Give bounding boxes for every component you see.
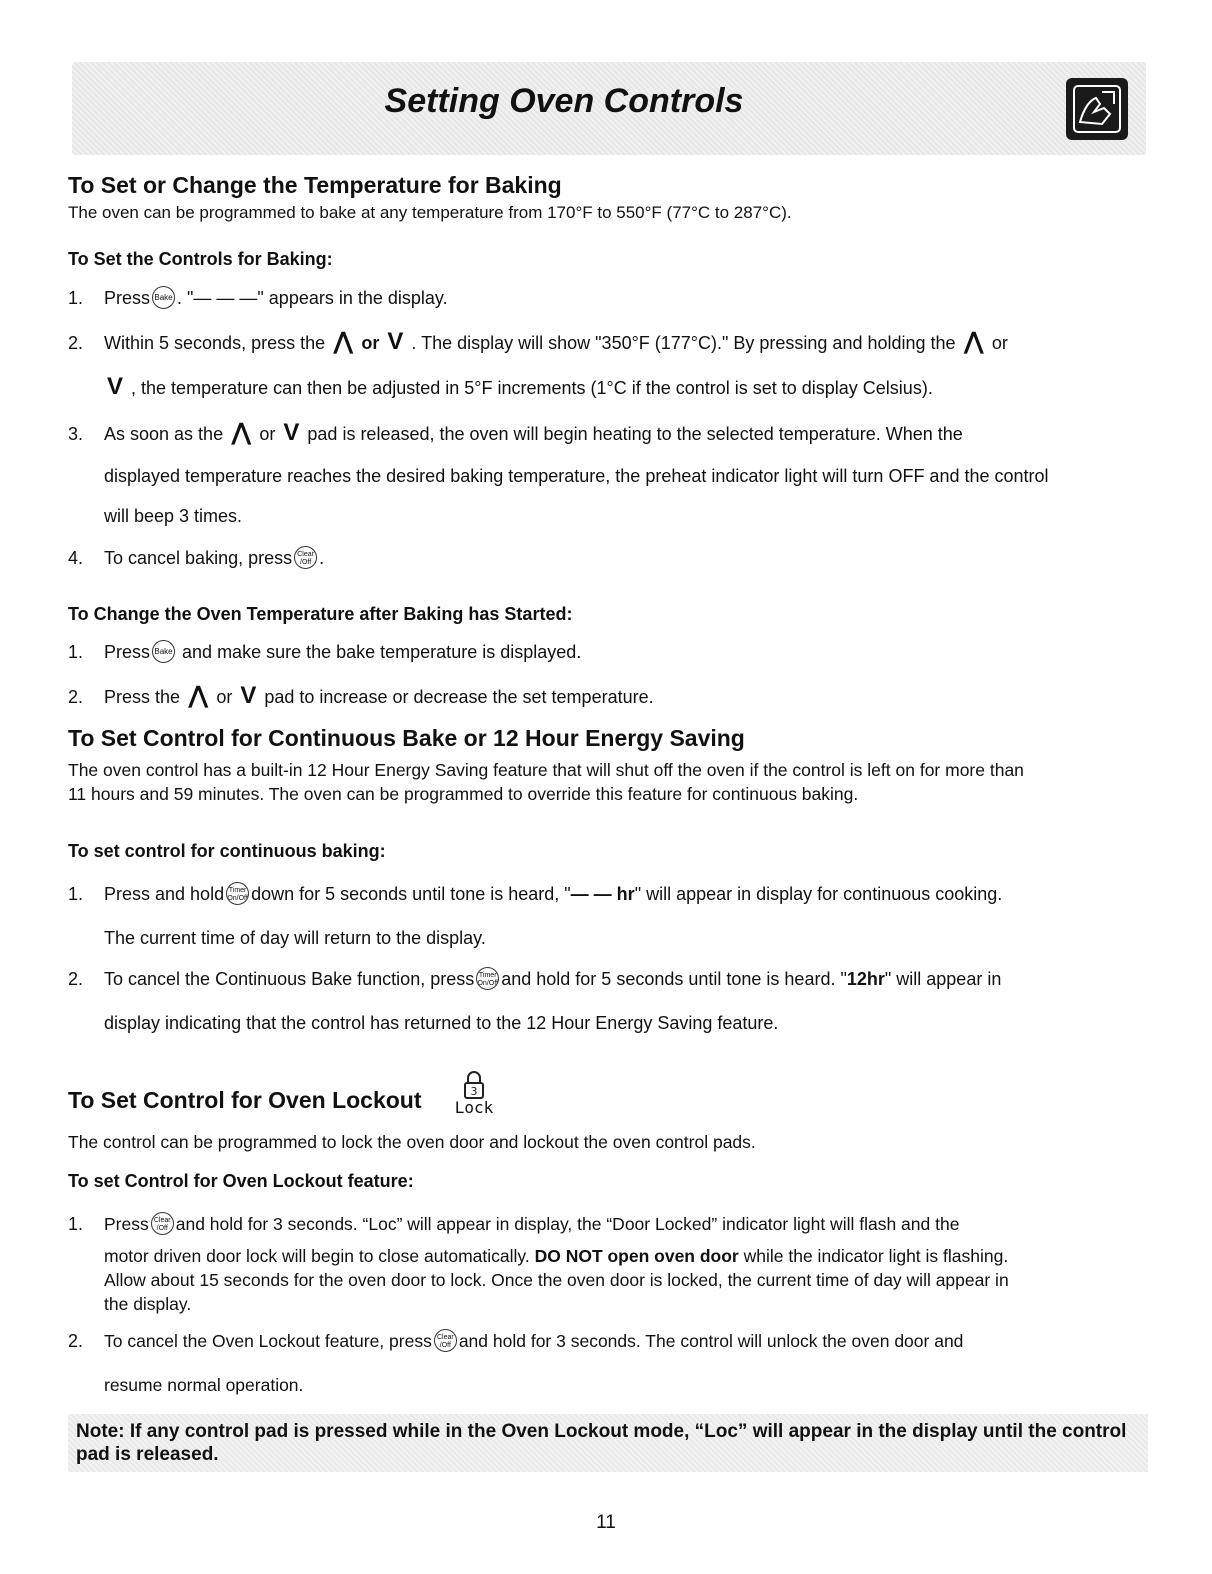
- bake-key-icon: Bake: [152, 286, 175, 309]
- heading-baking: To Set or Change the Temperature for Baking: [68, 172, 562, 198]
- subheading-set-controls: To Set the Controls for Baking:: [68, 249, 333, 269]
- up-arrow-icon: ⋀: [963, 328, 984, 356]
- clear-off-key-icon: Clear /Off: [151, 1212, 174, 1235]
- down-arrow-icon: V: [387, 328, 404, 356]
- down-arrow-icon: V: [283, 419, 300, 447]
- step-text: motor driven door lock will begin to close automatically. DO NOT open oven door while the indicator light is flashing.: [104, 1246, 1009, 1266]
- lock-label: Lock: [454, 1098, 494, 1117]
- heading-continuous: To Set Control for Continuous Bake or 12 Hour Energy Saving: [68, 725, 745, 751]
- down-arrow-icon: V: [107, 373, 124, 401]
- up-arrow-icon: ⋀: [333, 328, 354, 356]
- subheading-change-temp: To Change the Oven Temperature after Baking has Started:: [68, 604, 573, 624]
- step-number: 3.: [68, 424, 84, 444]
- step-text: Allow about 15 seconds for the oven door to lock. Once the oven door is locked, the current time of day will appear in: [104, 1270, 1009, 1290]
- timer-key-icon: Timer On/Off: [226, 882, 249, 905]
- step-text: Press the ⋀ or V pad to increase or decrease the set temperature.: [104, 682, 654, 710]
- step-number: 2.: [68, 969, 84, 989]
- baking-intro: The oven can be programmed to bake at any temperature from 170°F to 550°F (77°C to 287°C).: [68, 203, 792, 222]
- step-text: To cancel the Continuous Bake function, press Timer On/Off and hold for 5 seconds until tone is heard. "12hr" will appear in: [104, 967, 1001, 992]
- step-text: To cancel the Oven Lockout feature, press Clear /Off and hold for 3 seconds. The control will unlock the oven door and: [104, 1329, 963, 1354]
- up-arrow-icon: ⋀: [231, 419, 252, 447]
- step-text: the display.: [104, 1294, 192, 1314]
- continuous-intro: 11 hours and 59 minutes. The oven can be programmed to override this feature for continuous baking.: [68, 784, 859, 804]
- note-box: [68, 1414, 1148, 1472]
- step-number: 1.: [68, 642, 84, 662]
- step-text: resume normal operation.: [104, 1375, 304, 1395]
- subheading-lockout: To set Control for Oven Lockout feature:: [68, 1171, 414, 1191]
- step-text: The current time of day will return to the display.: [104, 928, 486, 948]
- note-text: Note: If any control pad is pressed while in the Oven Lockout mode, “Loc” will appear in the display until the control pad is released.: [76, 1421, 1127, 1465]
- down-arrow-icon: V: [240, 682, 257, 710]
- step-text: Press Bake . "— — —" appears in the display.: [104, 286, 448, 311]
- step-number: 1.: [68, 1214, 84, 1234]
- up-arrow-icon: ⋀: [188, 682, 209, 710]
- lockout-intro: The control can be programmed to lock the oven door and lockout the oven control pads.: [68, 1132, 756, 1152]
- step-text: Press Clear /Off and hold for 3 seconds. “Loc” will appear in display, the “Door Locked” indicator light will flash and the: [104, 1212, 959, 1237]
- header-banner: [72, 62, 1146, 155]
- lock-digit: 3: [470, 1085, 478, 1098]
- step-number: 2.: [68, 333, 84, 353]
- page-number: 11: [596, 1512, 616, 1533]
- step-text: To cancel baking, press Clear /Off .: [104, 546, 324, 571]
- step-text: display indicating that the control has returned to the 12 Hour Energy Saving feature.: [104, 1013, 779, 1033]
- step-text: displayed temperature reaches the desired baking temperature, the preheat indicator light will turn OFF and the control: [104, 466, 1049, 486]
- step-text: Within 5 seconds, press the ⋀ or V . The display will show "350°F (177°C)." By pressing and holding the ⋀ or: [104, 328, 1008, 356]
- step-number: 2.: [68, 687, 84, 707]
- lock-key-icon: [450, 1070, 498, 1122]
- clear-off-key-icon: Clear /Off: [294, 546, 317, 569]
- step-text: As soon as the ⋀ or V pad is released, the oven will begin heating to the selected temperature. When the: [104, 419, 963, 447]
- step-text: Press and hold Timer On/Off down for 5 seconds until tone is heard, "— — hr" will appear in display for continuous cooking.: [104, 882, 1002, 907]
- bake-key-icon: Bake: [152, 640, 175, 663]
- step-number: 2.: [68, 1331, 84, 1351]
- hand-on-control-panel-icon: [1066, 78, 1128, 140]
- page-title: Setting Oven Controls: [384, 82, 744, 120]
- step-text: will beep 3 times.: [104, 506, 243, 526]
- timer-key-icon: Timer On/Off: [476, 967, 499, 990]
- step-number: 1.: [68, 288, 84, 308]
- step-text: Press Bake and make sure the bake temperature is displayed.: [104, 640, 581, 665]
- step-text: V , the temperature can then be adjusted in 5°F increments (1°C if the control is set to display Celsius).: [107, 373, 933, 401]
- clear-off-key-icon: Clear /Off: [434, 1329, 457, 1352]
- step-number: 4.: [68, 548, 84, 568]
- step-number: 1.: [68, 884, 84, 904]
- heading-lockout: To Set Control for Oven Lockout: [68, 1087, 422, 1113]
- continuous-intro: The oven control has a built-in 12 Hour Energy Saving feature that will shut off the oven if the control is left on for more than: [68, 760, 1024, 780]
- subheading-continuous: To set control for continuous baking:: [68, 841, 386, 861]
